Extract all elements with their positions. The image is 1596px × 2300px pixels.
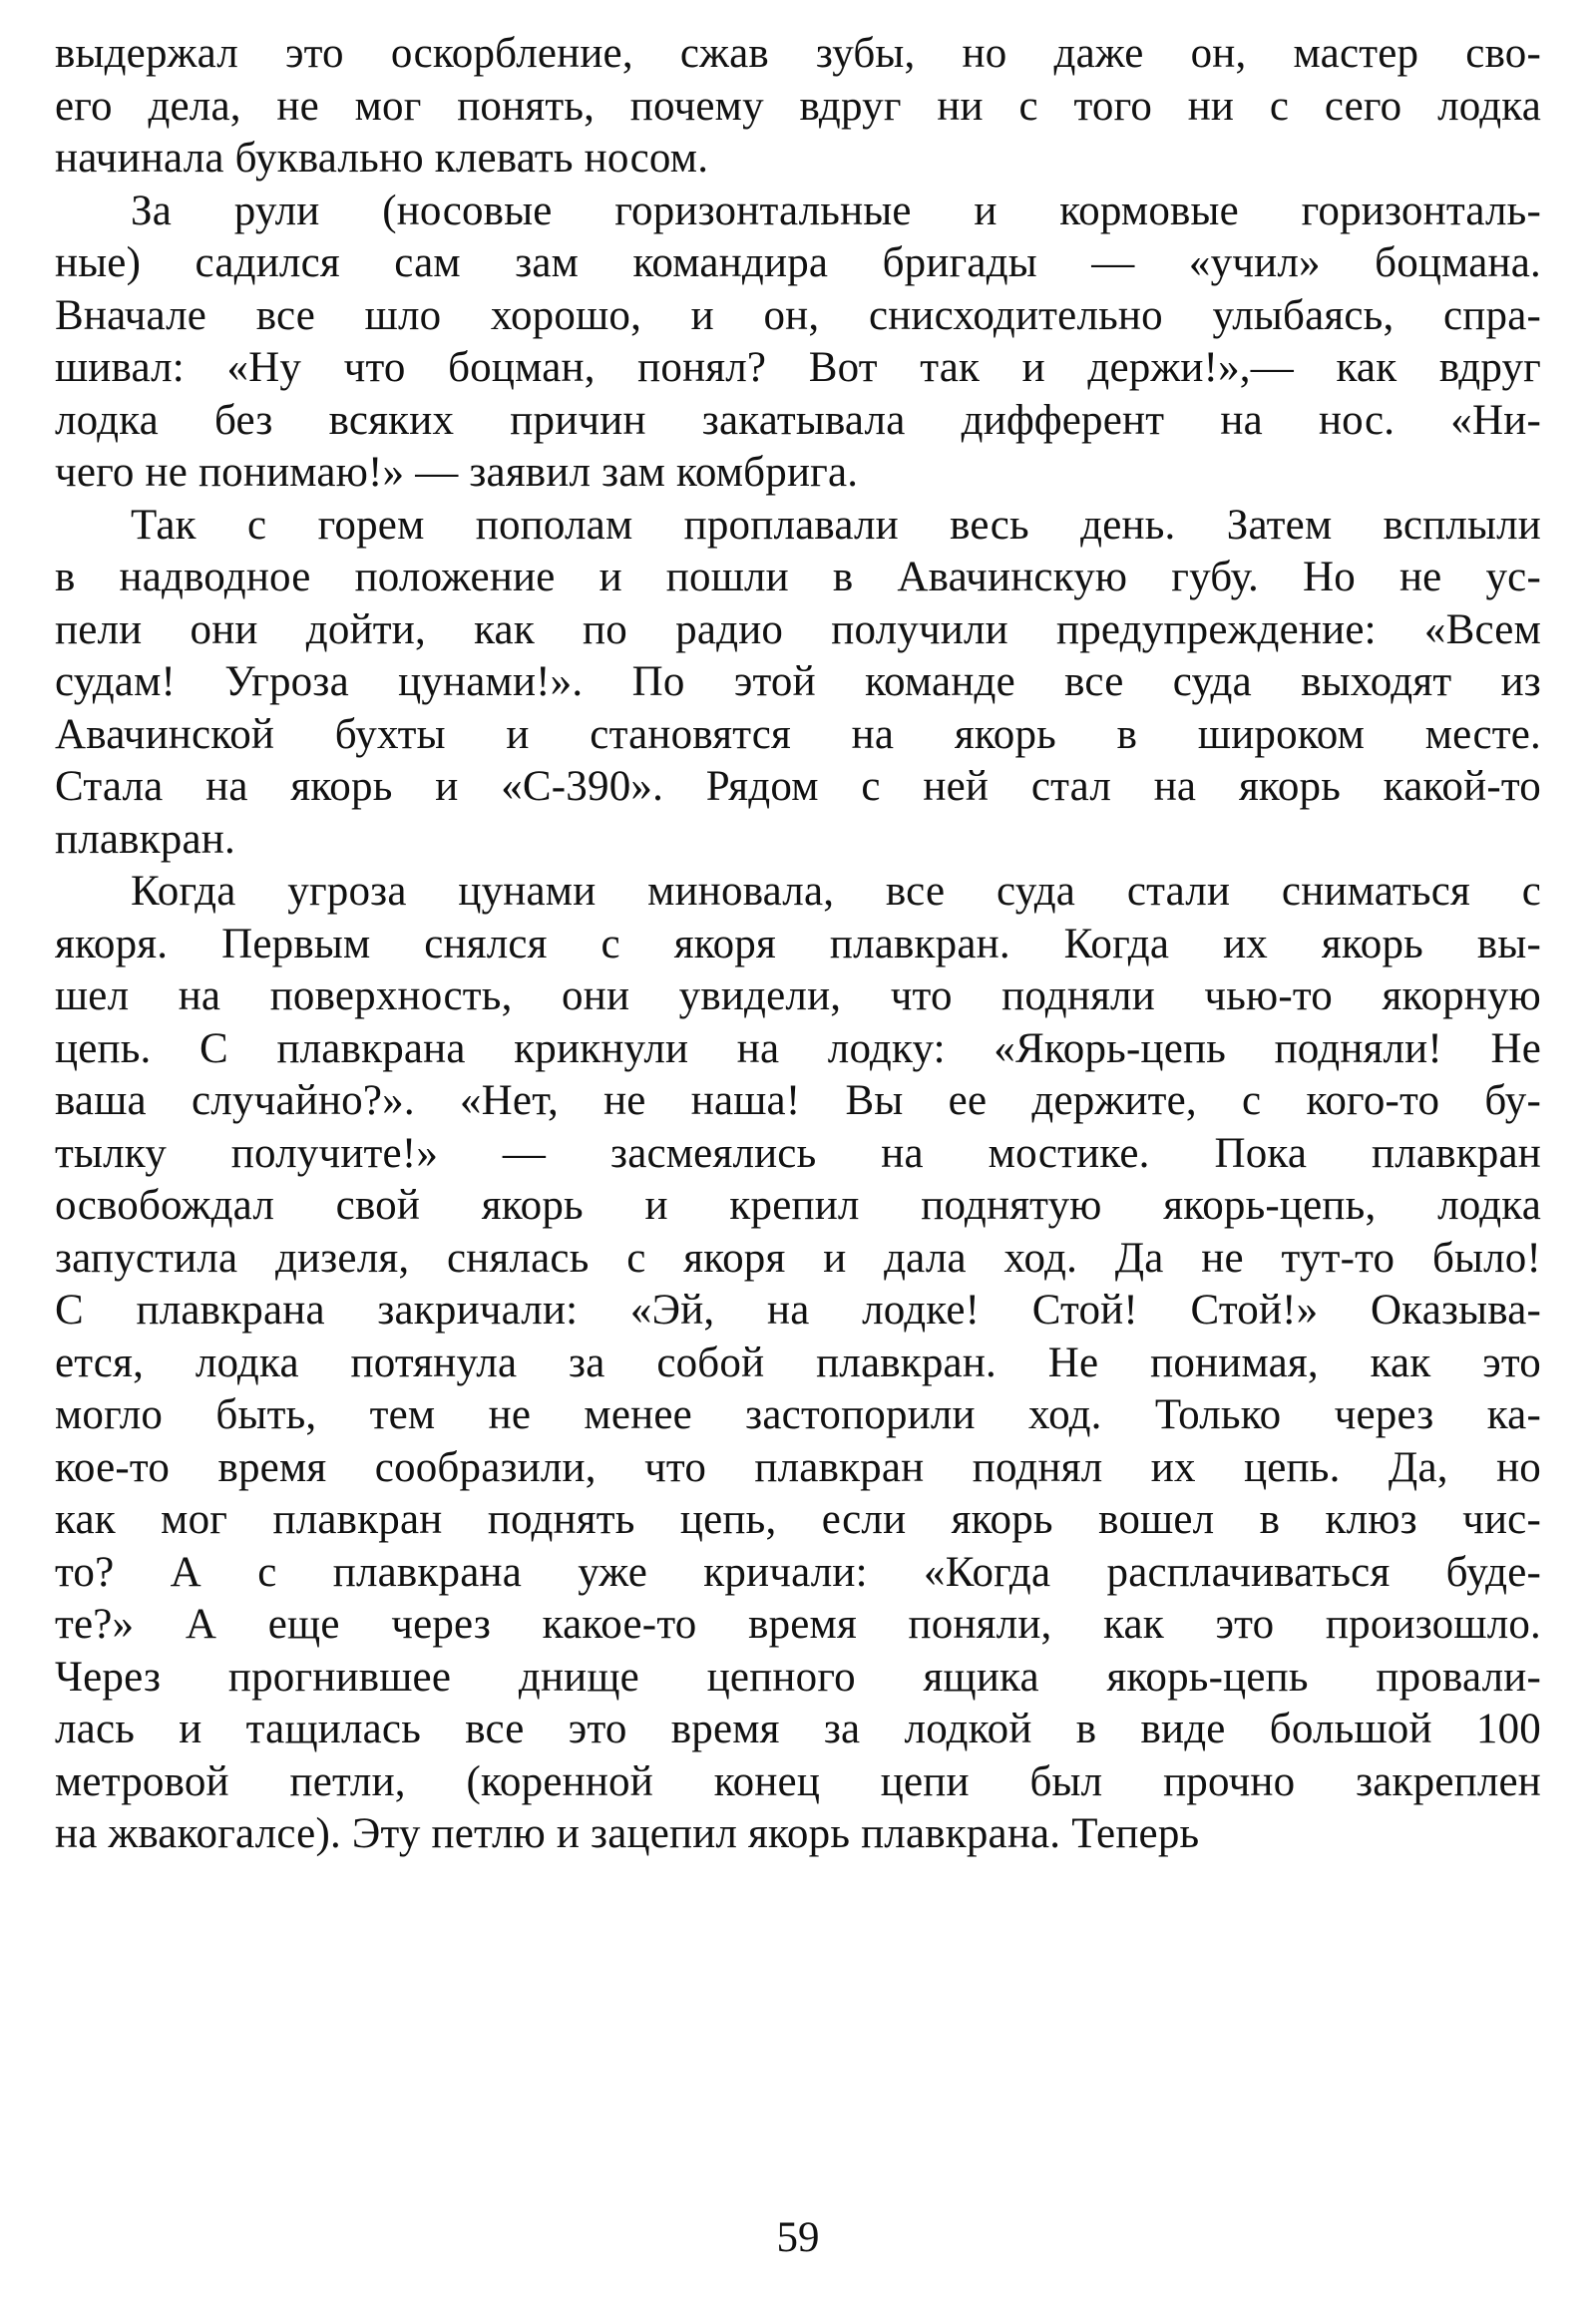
text-line: кое-то время сообразили, что плавкран поднял их цепь. Да, но <box>55 1443 1541 1491</box>
text-line: лась и тащилась все это время за лодкой в виде большой 100 <box>55 1706 1541 1752</box>
text-line: С плавкрана закричали: «Эй, на лодке! Стой! Стой!» Оказыва- <box>55 1287 1541 1334</box>
text-line: как мог плавкран поднять цепь, если якорь вошел в клюз чис- <box>55 1496 1541 1543</box>
page-number: 59 <box>776 2214 820 2261</box>
text-line: Через прогнившее днище цепного ящика якорь-цепь провали- <box>55 1653 1541 1701</box>
text-line: якоря. Первым снялся с якоря плавкран. Когда их якорь вы- <box>55 920 1541 967</box>
text-line: тылку получите!» — засмеялись на мостике. Пока плавкран <box>55 1129 1541 1177</box>
text-line: пели они дойти, как по радио получили предупреждение: «Всем <box>55 605 1541 653</box>
text-line: на жвакогалсе). Эту петлю и зацепил якорь плавкрана. Теперь <box>55 1810 1200 1857</box>
text-line: те?» А еще через какое-то время поняли, как это произошло. <box>55 1601 1541 1648</box>
text-line: шивал: «Ну что боцман, понял? Вот так и держи!»,— как вдруг <box>55 344 1541 391</box>
text-line: Авачинской бухты и становятся на якорь в широком месте. <box>55 710 1541 758</box>
text-line: метровой петли, (коренной конец цепи был прочно закреплен <box>55 1757 1541 1805</box>
text-line: запустила дизеля, снялась с якоря и дала ход. Да не тут-то было! <box>55 1234 1541 1282</box>
text-line: шел на поверхность, они увидели, что подняли чью-то якорную <box>55 972 1541 1019</box>
text-line: освобождал свой якорь и крепил поднятую якорь-цепь, лодка <box>55 1182 1541 1229</box>
text-line: выдержал это оскорбление, сжав зубы, но даже он, мастер сво- <box>55 30 1541 77</box>
paragraph <box>55 866 1541 1861</box>
text-line: Вначале все шло хорошо, и он, снисходительно улыбаясь, спра- <box>55 291 1541 339</box>
text-line: могло быть, тем не менее застопорили ход. Только через ка- <box>55 1391 1541 1438</box>
text-line: начинала буквально клевать носом. <box>55 135 709 182</box>
text-line: лодка без всяких причин закатывала дифферент на нос. «Ни- <box>55 396 1541 444</box>
text-line: плавкран. <box>55 815 235 863</box>
text-line: Так с горем пополам проплавали весь день. Затем всплыли <box>131 501 1541 549</box>
paragraph <box>55 500 1541 867</box>
text-line: Когда угроза цунами миновала, все суда стали сниматься с <box>131 868 1541 915</box>
text-line: судам! Угроза цунами!». По этой команде все суда выходят из <box>55 658 1541 705</box>
text-line: цепь. С плавкрана крикнули на лодку: «Якорь-цепь подняли! Не <box>55 1024 1541 1072</box>
text-line: ется, лодка потянула за собой плавкран. Не понимая, как это <box>55 1339 1541 1386</box>
text-line: в надводное положение и пошли в Авачинскую губу. Но не ус- <box>55 554 1541 600</box>
page-body-text <box>55 28 1541 1861</box>
paragraph <box>55 28 1541 186</box>
text-line: Стала на якорь и «С-390». Рядом с ней стал на якорь какой-то <box>55 763 1541 810</box>
text-line: ваша случайно?». «Нет, не наша! Вы ее держите, с кого-то бу- <box>55 1077 1541 1124</box>
text-line: ные) садился сам зам командира бригады — «учил» боцмана. <box>55 239 1541 286</box>
text-line: то? А с плавкрана уже кричали: «Когда расплачиваться буде- <box>55 1548 1541 1596</box>
text-line: За рули (носовые горизонтальные и кормовые горизонталь- <box>131 187 1541 234</box>
paragraph <box>55 186 1541 500</box>
text-line: его дела, не мог понять, почему вдруг ни с того ни с сего лодка <box>55 82 1541 130</box>
text-line: чего не понимаю!» — заявил зам комбрига. <box>55 449 859 496</box>
